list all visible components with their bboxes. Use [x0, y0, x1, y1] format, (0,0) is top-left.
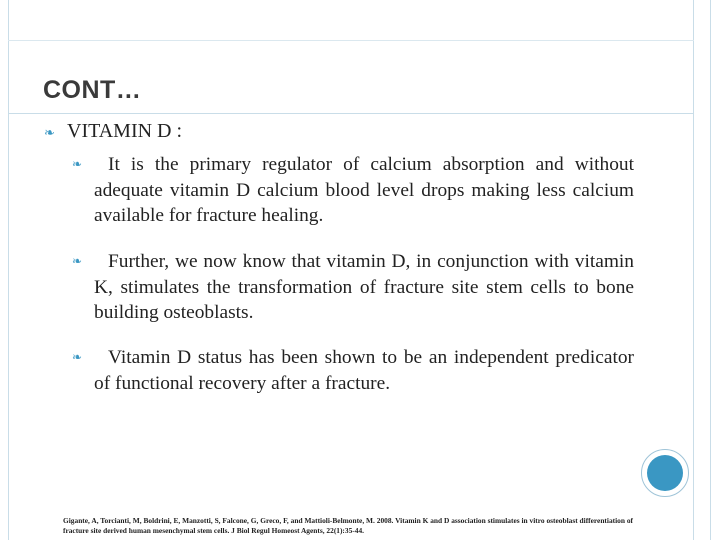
bullet-point-1-text: It is the primary regulator of calcium absorption and without adequate vitamin D calcium blood level drops making less calcium available for fracture healing.	[94, 154, 634, 226]
title-divider	[8, 113, 694, 114]
main-bullet-text: VITAMIN D :	[67, 120, 183, 142]
bullet-point-1	[94, 152, 634, 229]
feather-bullet-icon: ❧	[72, 254, 83, 268]
feather-bullet-icon: ❧	[44, 126, 55, 141]
bullet-point-3	[94, 345, 634, 396]
frame-right-band	[693, 0, 711, 540]
citation-text: Gigante, A, Torcianti, M, Boldrini, E, Manzotti, S, Falcone, G, Greco, F, and Mattioli-Belmonte, M. 2008. Vitamin K and D association stimulates in vitro osteoblast differentiation of fracture site derived human mesenchymal stem cells. J Biol Regul Homeost Agents, 22(1):35-44.	[63, 516, 633, 535]
feather-bullet-icon: ❧	[72, 157, 83, 171]
circle-ornament-fill	[647, 455, 683, 491]
bullet-point-2	[94, 249, 634, 326]
slide-title: CONT…	[43, 76, 142, 104]
frame-left-line	[8, 0, 9, 540]
feather-bullet-icon: ❧	[72, 350, 83, 364]
bullet-point-3-text: Vitamin D status has been shown to be an independent predicator of functional recovery after a fracture.	[94, 347, 634, 394]
circle-ornament-icon	[641, 449, 689, 497]
frame-top-line	[8, 40, 694, 41]
bullet-point-2-text: Further, we now know that vitamin D, in conjunction with vitamin K, stimulates the transformation of fracture site stem cells to bone building osteoblasts.	[94, 251, 634, 323]
